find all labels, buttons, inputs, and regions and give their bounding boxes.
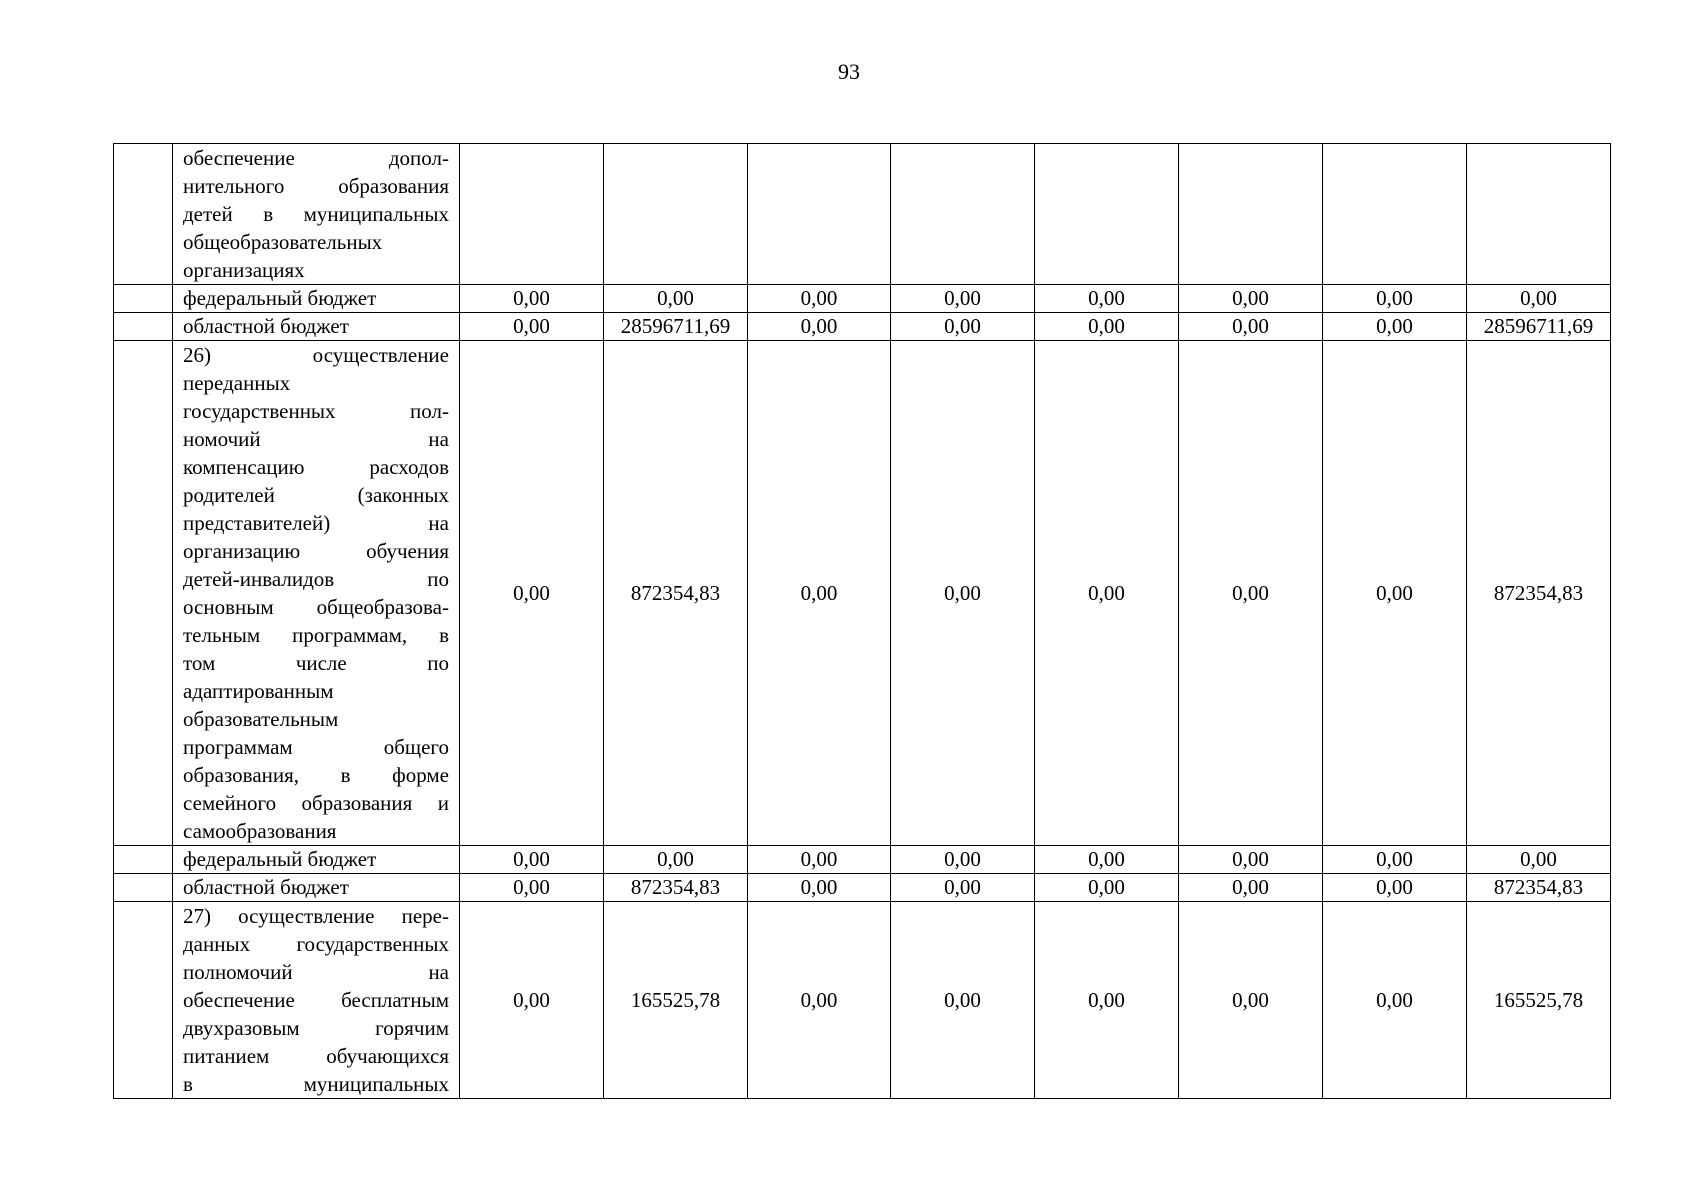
value-cell: 0,00 [1323,313,1467,341]
value-cell: 0,00 [1179,341,1323,846]
description-line: обеспечение бесплатным [183,988,449,1012]
value-cell: 28596711,69 [1467,313,1611,341]
table-row [114,144,1611,285]
value-cell [891,144,1035,285]
description-line: родителей (законных [183,483,449,507]
value-cell: 0,00 [1179,902,1323,1099]
description-line: нительного образования [183,174,449,198]
page-number: 93 [838,59,860,84]
description-line: тельным программам, в [183,623,449,647]
description-line: адаптированным [183,679,334,703]
value-cell: 0,00 [460,846,604,874]
description-line: программам общего [183,735,449,759]
description-line: компенсацию расходов [183,455,449,479]
description-cell: федеральный бюджет [173,285,460,313]
description-line: организациях [183,258,305,282]
value-cell: 0,00 [1323,874,1467,902]
description-line: в муниципальных [183,1072,449,1096]
value-cell: 0,00 [1035,846,1179,874]
value-cell: 0,00 [460,874,604,902]
value-cell: 872354,83 [604,874,748,902]
table-row [114,313,1611,341]
row-number-cell [114,874,173,902]
value-cell: 872354,83 [1467,874,1611,902]
description-cell [173,144,460,285]
description-cell [173,341,460,846]
value-cell: 872354,83 [604,341,748,846]
budget-table [113,143,1611,1099]
value-cell: 0,00 [460,902,604,1099]
value-cell: 28596711,69 [604,313,748,341]
row-number-cell [114,341,173,846]
description-line: детей-инвалидов по [183,567,449,591]
table-row [114,285,1611,313]
description-line: образования, в форме [183,763,449,787]
value-cell [604,144,748,285]
value-cell: 0,00 [1323,285,1467,313]
value-cell: 0,00 [748,341,891,846]
value-cell: 0,00 [1179,846,1323,874]
description-line: данных государственных [183,932,449,956]
value-cell: 165525,78 [1467,902,1611,1099]
description-line: полномочий на [183,960,449,984]
description-line: 27) осуществление пере- [183,904,449,928]
row-number-cell [114,313,173,341]
value-cell: 0,00 [1035,313,1179,341]
value-cell [1323,144,1467,285]
value-cell: 0,00 [748,846,891,874]
value-cell: 0,00 [460,285,604,313]
value-cell: 0,00 [1035,341,1179,846]
table-row [114,846,1611,874]
value-cell: 0,00 [1179,874,1323,902]
row-number-cell [114,902,173,1099]
description-cell [173,902,460,1099]
description-cell: областной бюджет [173,874,460,902]
value-cell [748,144,891,285]
value-cell: 0,00 [460,313,604,341]
table-row [114,874,1611,902]
description-cell: областной бюджет [173,313,460,341]
row-number-cell [114,846,173,874]
row-number-cell [114,285,173,313]
description-line: детей в муниципальных [183,202,449,226]
value-cell: 0,00 [891,341,1035,846]
value-cell: 0,00 [891,285,1035,313]
value-cell [1467,144,1611,285]
value-cell: 0,00 [1323,846,1467,874]
value-cell: 0,00 [1179,285,1323,313]
description-cell: федеральный бюджет [173,846,460,874]
description-line: обеспечение допол- [183,146,449,170]
value-cell: 0,00 [748,902,891,1099]
value-cell [1035,144,1179,285]
value-cell: 0,00 [604,846,748,874]
value-cell: 0,00 [1035,285,1179,313]
value-cell [1179,144,1323,285]
description-line: основным общеобразова- [183,595,449,619]
value-cell: 0,00 [460,341,604,846]
value-cell: 0,00 [1035,874,1179,902]
description-line: номочий на [183,427,449,451]
table-row [114,902,1611,1099]
description-line: питанием обучающихся [183,1044,449,1068]
value-cell: 0,00 [748,874,891,902]
value-cell: 0,00 [891,313,1035,341]
description-line: образовательным [183,707,339,731]
value-cell: 0,00 [891,874,1035,902]
table-body [114,144,1611,1099]
description-line: переданных [183,371,291,395]
value-cell: 0,00 [1035,902,1179,1099]
description-line: том числе по [183,651,449,675]
description-line: организацию обучения [183,539,449,563]
value-cell: 0,00 [1323,902,1467,1099]
description-line: представителей) на [183,511,449,535]
value-cell: 0,00 [748,285,891,313]
value-cell: 165525,78 [604,902,748,1099]
value-cell: 0,00 [1179,313,1323,341]
description-line: самообразования [183,819,337,843]
description-line: общеобразовательных [183,230,383,254]
value-cell: 0,00 [891,846,1035,874]
value-cell [460,144,604,285]
value-cell: 0,00 [1467,846,1611,874]
value-cell: 0,00 [748,313,891,341]
description-line: семейного образования и [183,791,449,815]
table-row [114,341,1611,846]
description-line: 26) осуществление [183,343,449,367]
value-cell: 0,00 [604,285,748,313]
row-number-cell [114,144,173,285]
value-cell: 872354,83 [1467,341,1611,846]
value-cell: 0,00 [891,902,1035,1099]
description-line: государственных пол- [183,399,449,423]
value-cell: 0,00 [1467,285,1611,313]
description-line: двухразовым горячим [183,1016,449,1040]
value-cell: 0,00 [1323,341,1467,846]
